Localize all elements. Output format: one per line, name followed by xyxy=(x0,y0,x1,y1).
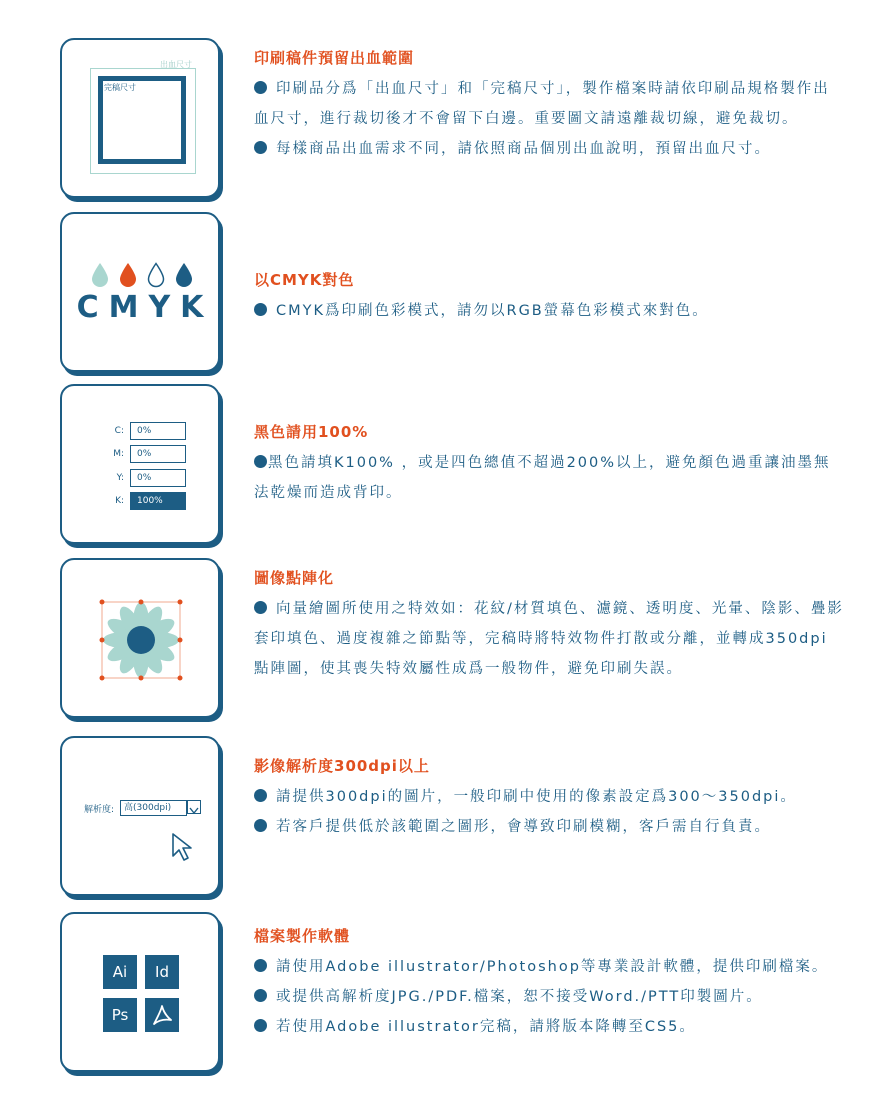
section-bleed xyxy=(254,48,844,164)
paragraph-text: CMYK爲印刷色彩模式，請勿以RGB螢幕色彩模式來對色。 xyxy=(276,303,709,319)
cyan-drop-icon xyxy=(90,262,110,288)
paragraph-text: 若使用Adobe illustrator完稿，請將版本降轉至CS5。 xyxy=(276,1019,696,1035)
m-label: M: xyxy=(113,449,124,459)
indesign-icon: Id xyxy=(145,955,179,989)
section-software xyxy=(254,926,844,1042)
bullet-paragraph xyxy=(254,982,844,1012)
flower-icon xyxy=(62,560,218,716)
bullet-dot xyxy=(254,789,267,802)
acrobat-pdf-icon xyxy=(145,998,179,1032)
paragraph-text: 向量繪圖所使用之特效如：花紋/材質填色、濾鏡、透明度、光暈、陰影、疊影套印填色、過度複雜之節點等，完稿時將特效物件打散或分離，並轉成350dpi點陣圖，使其喪失特效屬性成爲一般物件，避免印刷失誤。 xyxy=(254,601,844,677)
bleed-size-label: 出血尺寸 xyxy=(160,60,192,69)
section-title: 黑色請用100% xyxy=(254,423,369,441)
paragraph-text: 印刷品分爲「出血尺寸」和「完稿尺寸」，製作檔案時請依印刷品規格製作出血尺寸，進行裁切後才不會留下白邊。重要圖文請遠離裁切線，避免裁切。 xyxy=(254,81,830,127)
black-values-card xyxy=(60,384,220,544)
paragraph-text: 若客戶提供低於該範圍之圖形，會導致印刷模糊，客戶需自行負責。 xyxy=(276,819,771,835)
cursor-arrow-icon xyxy=(170,832,200,864)
c-value: 0% xyxy=(130,422,186,440)
trim-size-label: 完稿尺寸 xyxy=(104,83,136,92)
section-resolution xyxy=(254,756,844,842)
bullet-paragraph xyxy=(254,296,844,326)
resolution-select: 高(300dpi) xyxy=(120,800,187,816)
black-drop-icon xyxy=(174,262,194,288)
bullet-dot xyxy=(254,1019,267,1032)
bullet-dot xyxy=(254,455,267,468)
section-black xyxy=(254,422,844,508)
bullet-paragraph xyxy=(254,952,844,982)
paragraph-text: 每樣商品出血需求不同，請依照商品個別出血說明，預留出血尺寸。 xyxy=(276,141,771,157)
bullet-dot xyxy=(254,989,267,1002)
rasterize-illustration-card xyxy=(60,558,220,718)
bullet-dot xyxy=(254,303,267,316)
paragraph-text: 請使用Adobe illustrator/Photoshop等專業設計軟體，提供印刷檔案。 xyxy=(276,959,829,975)
ink-drops xyxy=(90,262,194,290)
section-title: 以CMYK對色 xyxy=(254,271,355,289)
bullet-dot xyxy=(254,601,267,614)
m-row xyxy=(100,445,186,463)
resolution-label: 解析度: xyxy=(84,805,115,815)
paragraph-text: 請提供300dpi的圖片，一般印刷中使用的像素設定爲300～350dpi。 xyxy=(276,789,797,805)
cmyk-illustration-card xyxy=(60,212,220,372)
magenta-drop-icon xyxy=(118,262,138,288)
illustrator-icon: Ai xyxy=(103,955,137,989)
section-title: 圖像點陣化 xyxy=(254,569,335,587)
section-title: 印刷稿件預留出血範圍 xyxy=(254,49,415,67)
section-title: 檔案製作軟體 xyxy=(254,927,351,945)
c-label: C: xyxy=(114,426,124,436)
bullet-paragraph xyxy=(254,594,844,684)
y-row xyxy=(100,469,186,487)
bullet-dot xyxy=(254,819,267,832)
paragraph-text: 黑色請填K100% ，或是四色總值不超過200%以上，避免顏色過重讓油墨無法乾燥而造成背印。 xyxy=(254,455,831,501)
k-label: K: xyxy=(115,496,124,506)
bullet-paragraph xyxy=(254,134,844,164)
section-title: 影像解析度300dpi以上 xyxy=(254,757,430,775)
bullet-paragraph xyxy=(254,1012,844,1042)
bullet-paragraph xyxy=(254,812,844,842)
cmyk-wordmark: CMYK xyxy=(76,290,214,325)
bullet-dot xyxy=(254,959,267,972)
software-illustration-card xyxy=(60,912,220,1072)
k-row xyxy=(100,492,186,510)
yellow-drop-icon xyxy=(146,262,166,288)
section-rasterize xyxy=(254,568,844,684)
y-label: Y: xyxy=(116,473,124,483)
bleed-illustration-card xyxy=(60,38,220,198)
resolution-illustration-card xyxy=(60,736,220,896)
bullet-paragraph xyxy=(254,448,844,508)
bullet-paragraph xyxy=(254,74,844,134)
bullet-dot xyxy=(254,141,267,154)
paragraph-text: 或提供高解析度JPG./PDF.檔案，恕不接受Word./PTT印製圖片。 xyxy=(276,989,763,1005)
bullet-dot xyxy=(254,81,267,94)
bullet-paragraph xyxy=(254,782,844,812)
k-value: 100% xyxy=(130,492,186,510)
section-cmyk xyxy=(254,270,844,326)
m-value: 0% xyxy=(130,445,186,463)
c-row xyxy=(100,422,186,440)
y-value: 0% xyxy=(130,469,186,487)
photoshop-icon: Ps xyxy=(103,998,137,1032)
chevron-down-icon xyxy=(187,800,201,814)
